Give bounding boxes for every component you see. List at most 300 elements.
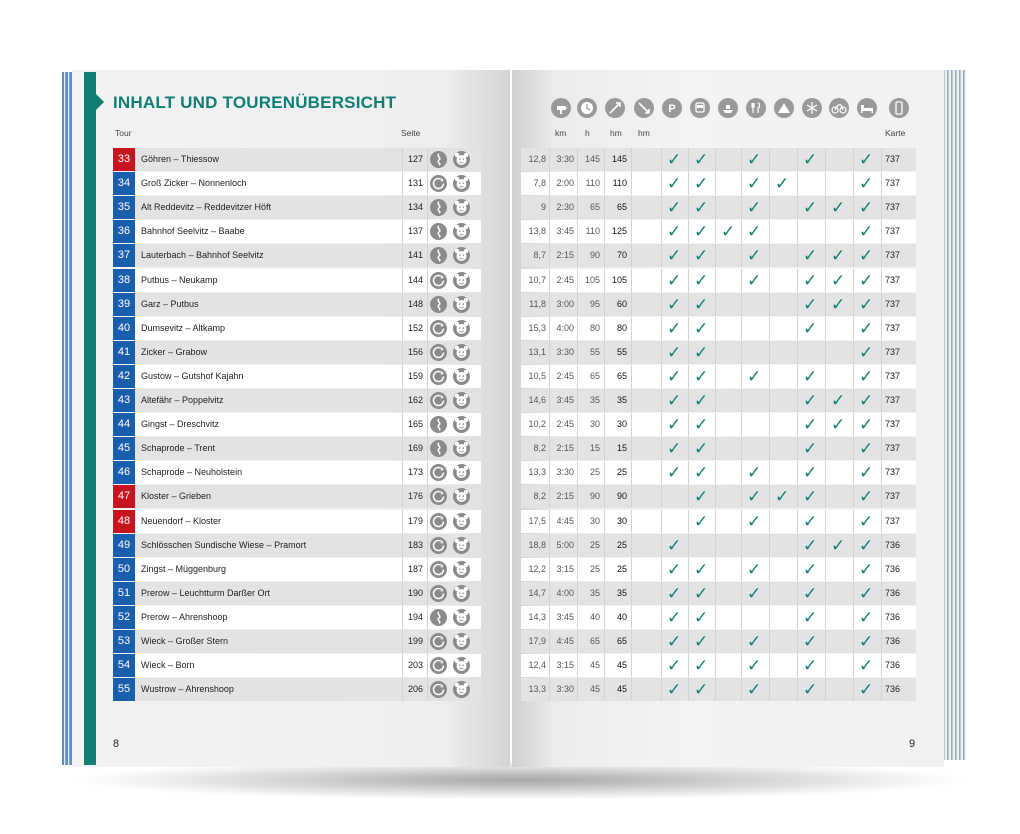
- column-divider: [604, 389, 605, 412]
- family-friendly-icon: [453, 199, 470, 216]
- column-divider: [769, 220, 770, 243]
- column-divider: [549, 437, 550, 460]
- tour-km: 14,6: [528, 395, 546, 405]
- tour-km: 15,3: [528, 322, 546, 333]
- column-divider: [715, 293, 716, 316]
- column-divider: [825, 461, 826, 484]
- page-number-right: 9: [909, 738, 916, 750]
- table-row: [521, 196, 916, 219]
- column-divider: [797, 269, 798, 292]
- tour-h: 2:45: [556, 274, 574, 285]
- column-divider: [427, 244, 428, 267]
- column-divider: [604, 654, 605, 677]
- tour-down: 80: [616, 322, 627, 333]
- tour-h: 2:15: [556, 443, 574, 454]
- tour-h: 3:15: [556, 660, 574, 671]
- column-divider: [427, 606, 428, 629]
- column-divider: [769, 630, 770, 653]
- column-divider: [604, 413, 605, 436]
- tour-page: 173: [407, 467, 423, 478]
- checkmark-icon: ✓: [803, 632, 818, 651]
- loop-route-icon: [430, 175, 447, 192]
- column-divider: [741, 461, 742, 484]
- column-divider: [715, 341, 716, 364]
- checkmark-icon: ✓: [803, 559, 818, 579]
- checkmark-icon: ✓: [859, 607, 874, 627]
- column-divider: [715, 172, 716, 195]
- column-divider: [715, 244, 716, 267]
- column-divider: [427, 269, 428, 292]
- column-header-seite: Seite: [401, 128, 421, 138]
- table-row: [113, 317, 481, 340]
- column-divider: [797, 534, 798, 557]
- column-divider: [769, 317, 770, 340]
- column-divider: [715, 269, 716, 292]
- column-divider: [661, 534, 662, 557]
- checkmark-icon: ✓: [667, 607, 682, 627]
- loop-route-icon: [430, 320, 447, 337]
- one-way-route-icon: [430, 416, 447, 433]
- column-divider: [853, 630, 854, 653]
- tour-page: 203: [407, 660, 423, 671]
- column-divider: [825, 244, 826, 267]
- column-divider: [881, 317, 882, 340]
- tour-name: Altefähr – Poppelvitz: [141, 395, 224, 405]
- column-divider: [741, 244, 742, 267]
- checkmark-icon: ✓: [803, 463, 818, 483]
- family-friendly-icon: [453, 416, 470, 433]
- tour-h: 4:00: [556, 322, 574, 333]
- column-divider: [688, 461, 689, 484]
- column-divider: [741, 678, 742, 701]
- tour-karte: 736: [885, 660, 901, 671]
- column-divider: [549, 678, 550, 701]
- checkmark-icon: ✓: [694, 439, 709, 459]
- checkmark-icon: ✓: [694, 270, 709, 290]
- checkmark-icon: ✓: [775, 487, 790, 507]
- checkmark-icon: ✓: [667, 366, 682, 386]
- column-divider: [631, 341, 632, 364]
- column-divider: [661, 365, 662, 388]
- checkmark-icon: ✓: [694, 583, 709, 603]
- checkmark-icon: ✓: [747, 583, 762, 603]
- column-divider: [604, 196, 605, 219]
- tour-karte: 737: [885, 250, 901, 261]
- checkmark-icon: ✓: [694, 680, 709, 700]
- column-divider: [741, 389, 742, 412]
- column-divider: [661, 196, 662, 219]
- column-divider: [549, 172, 550, 195]
- column-divider: [853, 317, 854, 340]
- checkmark-icon: ✓: [803, 198, 818, 218]
- column-divider: [604, 437, 605, 460]
- tour-km: 13,3: [528, 467, 546, 478]
- column-divider: [402, 485, 403, 508]
- column-divider: [577, 389, 578, 412]
- tour-up: 55: [589, 346, 600, 357]
- column-divider: [688, 341, 689, 364]
- column-divider: [577, 582, 578, 605]
- column-divider: [577, 341, 578, 364]
- column-divider: [688, 678, 689, 701]
- column-divider: [577, 437, 578, 460]
- chapter-arrow-icon: [96, 94, 104, 110]
- column-divider: [604, 630, 605, 653]
- column-divider: [881, 220, 882, 243]
- tour-number-badge: 39: [113, 293, 135, 316]
- tour-page: 194: [407, 611, 423, 622]
- column-divider: [688, 510, 689, 533]
- loop-route-icon: [430, 657, 447, 674]
- column-divider: [631, 244, 632, 267]
- column-divider: [577, 148, 578, 171]
- tour-number-badge: 47: [113, 485, 135, 508]
- column-divider: [427, 413, 428, 436]
- column-divider: [797, 220, 798, 243]
- column-divider: [577, 485, 578, 508]
- column-divider: [402, 389, 403, 412]
- column-divider: [797, 341, 798, 364]
- bicycle-icon: [829, 98, 849, 118]
- column-divider: [549, 244, 550, 267]
- tour-number-badge: 33: [113, 148, 135, 171]
- column-divider: [402, 196, 403, 219]
- column-divider: [769, 244, 770, 267]
- column-divider: [769, 293, 770, 316]
- tour-down: 30: [616, 515, 627, 526]
- column-divider: [631, 654, 632, 677]
- tour-name: Zicker – Grabow: [141, 346, 208, 357]
- column-divider: [853, 654, 854, 677]
- column-divider: [881, 341, 882, 364]
- checkmark-icon: ✓: [803, 246, 818, 266]
- column-divider: [577, 558, 578, 581]
- tour-page: 144: [407, 274, 423, 285]
- tour-karte: 737: [885, 274, 901, 285]
- checkmark-icon: ✓: [747, 511, 762, 531]
- checkmark-icon: ✓: [859, 198, 874, 218]
- column-divider: [853, 269, 854, 292]
- column-divider: [577, 244, 578, 267]
- column-divider: [549, 510, 550, 533]
- tour-up: 95: [589, 298, 600, 309]
- phone-icon: [889, 98, 909, 118]
- checkmark-icon: ✓: [667, 294, 682, 314]
- column-divider: [741, 437, 742, 460]
- column-divider: [604, 365, 605, 388]
- column-divider: [631, 558, 632, 581]
- table-row: [521, 606, 916, 629]
- column-divider: [688, 654, 689, 677]
- tour-name: Kloster – Grieben: [141, 491, 212, 502]
- checkmark-icon: ✓: [859, 222, 874, 242]
- tour-up: 65: [589, 370, 600, 381]
- tour-number-badge: 34: [113, 172, 135, 195]
- family-friendly-icon: [453, 657, 470, 674]
- checkmark-icon: ✓: [859, 439, 874, 459]
- family-friendly-icon: [453, 272, 470, 289]
- column-divider: [797, 558, 798, 581]
- loop-route-icon: [430, 488, 447, 505]
- winter-icon: [802, 98, 822, 118]
- family-friendly-icon: [453, 151, 470, 168]
- tour-name: Gingst – Dreschvitz: [141, 419, 220, 430]
- checkmark-icon: ✓: [831, 391, 846, 410]
- tour-up: 25: [589, 539, 600, 550]
- table-row: [521, 678, 916, 701]
- column-divider: [769, 485, 770, 508]
- column-divider: [853, 172, 854, 195]
- tour-name: Prerow – Leuchtturm Darßer Ort: [141, 587, 271, 598]
- column-divider: [631, 389, 632, 412]
- column-divider: [661, 485, 662, 508]
- column-divider: [741, 317, 742, 340]
- column-divider: [797, 389, 798, 412]
- column-divider: [688, 220, 689, 243]
- table-row: [521, 269, 916, 292]
- column-divider: [881, 269, 882, 292]
- checkmark-icon: ✓: [803, 511, 818, 531]
- column-divider: [881, 437, 882, 460]
- checkmark-icon: ✓: [803, 535, 818, 555]
- column-divider: [853, 244, 854, 267]
- checkmark-icon: ✓: [831, 270, 846, 290]
- tour-km: 14,7: [528, 587, 546, 598]
- checkmark-icon: ✓: [747, 174, 762, 194]
- column-divider: [549, 293, 550, 316]
- tour-number-badge: 49: [113, 534, 135, 557]
- column-divider: [715, 582, 716, 605]
- column-divider: [688, 558, 689, 581]
- tour-km: 18,8: [528, 539, 546, 550]
- column-divider: [825, 196, 826, 219]
- column-divider: [688, 582, 689, 605]
- checkmark-icon: ✓: [803, 415, 818, 435]
- checkmark-icon: ✓: [694, 366, 709, 386]
- column-divider: [661, 582, 662, 605]
- tour-down: 65: [616, 202, 627, 213]
- column-divider: [825, 582, 826, 605]
- family-friendly-icon: [453, 681, 470, 698]
- checkmark-icon: ✓: [747, 487, 762, 507]
- column-divider: [661, 317, 662, 340]
- loop-route-icon: [430, 561, 447, 578]
- restaurant-icon: [746, 98, 766, 118]
- column-divider: [741, 172, 742, 195]
- checkmark-icon: ✓: [747, 198, 762, 218]
- column-divider: [549, 461, 550, 484]
- column-divider: [631, 678, 632, 701]
- descent-icon: [634, 98, 654, 118]
- tour-karte: 737: [885, 202, 901, 213]
- tour-h: 3:15: [556, 563, 574, 574]
- checkmark-icon: ✓: [831, 198, 846, 218]
- checkmark-icon: ✓: [803, 270, 818, 290]
- family-friendly-icon: [453, 175, 470, 192]
- column-divider: [427, 678, 428, 701]
- tour-up: 40: [589, 611, 600, 622]
- tour-down: 25: [616, 563, 627, 574]
- column-divider: [769, 606, 770, 629]
- checkmark-icon: ✓: [667, 439, 682, 459]
- column-divider: [797, 244, 798, 267]
- one-way-route-icon: [430, 247, 447, 264]
- column-divider: [427, 220, 428, 243]
- tour-up: 25: [589, 563, 600, 574]
- tour-up: 35: [589, 395, 600, 405]
- column-divider: [853, 510, 854, 533]
- tour-page: 148: [407, 298, 423, 309]
- checkmark-icon: ✓: [859, 415, 874, 435]
- column-divider: [661, 606, 662, 629]
- column-divider: [549, 606, 550, 629]
- checkmark-icon: ✓: [859, 511, 874, 531]
- checkmark-icon: ✓: [803, 487, 818, 507]
- table-row: [113, 461, 481, 484]
- checkmark-icon: ✓: [859, 366, 874, 386]
- tour-down: 90: [616, 491, 627, 502]
- tour-down: 25: [616, 539, 627, 550]
- tour-km: 8,2: [533, 443, 546, 454]
- column-divider: [715, 510, 716, 533]
- column-divider: [631, 172, 632, 195]
- column-divider: [825, 485, 826, 508]
- column-divider: [604, 317, 605, 340]
- column-divider: [797, 582, 798, 605]
- column-divider: [661, 461, 662, 484]
- tour-karte: 736: [885, 684, 901, 695]
- column-divider: [604, 220, 605, 243]
- table-row: [113, 172, 481, 195]
- checkmark-icon: ✓: [747, 656, 762, 676]
- column-divider: [661, 244, 662, 267]
- tour-km: 12,8: [528, 154, 546, 164]
- column-divider: [661, 413, 662, 436]
- column-divider: [741, 510, 742, 533]
- checkmark-icon: ✓: [859, 391, 874, 410]
- checkmark-icon: ✓: [747, 680, 762, 700]
- checkmark-icon: ✓: [831, 535, 846, 555]
- column-divider: [402, 317, 403, 340]
- tour-number-badge: 45: [113, 437, 135, 460]
- column-divider: [402, 678, 403, 701]
- column-divider: [741, 196, 742, 219]
- column-divider: [577, 606, 578, 629]
- ascent-icon: [605, 98, 625, 118]
- column-divider: [688, 365, 689, 388]
- column-divider: [604, 172, 605, 195]
- tour-page: 190: [407, 587, 423, 598]
- tour-km: 8,7: [533, 250, 546, 261]
- tour-down: 25: [616, 467, 627, 478]
- table-row: [521, 413, 916, 436]
- column-divider: [402, 582, 403, 605]
- tour-karte: 737: [885, 395, 901, 405]
- column-divider: [769, 365, 770, 388]
- column-divider: [604, 606, 605, 629]
- column-divider: [688, 293, 689, 316]
- tour-down: 45: [616, 660, 627, 671]
- column-divider: [427, 437, 428, 460]
- column-divider: [549, 654, 550, 677]
- family-friendly-icon: [453, 537, 470, 554]
- column-divider: [825, 558, 826, 581]
- column-divider: [427, 630, 428, 653]
- column-divider: [688, 437, 689, 460]
- column-divider: [427, 293, 428, 316]
- tour-number-badge: 51: [113, 582, 135, 605]
- column-divider: [797, 654, 798, 677]
- checkmark-icon: ✓: [859, 318, 874, 338]
- column-divider: [797, 461, 798, 484]
- tour-karte: 737: [885, 515, 901, 526]
- column-divider: [769, 558, 770, 581]
- column-divider: [688, 485, 689, 508]
- checkmark-icon: ✓: [803, 318, 818, 338]
- tour-page: 183: [407, 539, 423, 550]
- family-friendly-icon: [453, 464, 470, 481]
- column-divider: [853, 606, 854, 629]
- column-divider: [881, 654, 882, 677]
- column-divider: [427, 172, 428, 195]
- tour-down: 15: [616, 443, 627, 454]
- column-divider: [549, 269, 550, 292]
- column-divider: [825, 389, 826, 412]
- table-row: [521, 485, 916, 508]
- column-divider: [631, 317, 632, 340]
- tour-up: 35: [589, 587, 600, 598]
- one-way-route-icon: [430, 151, 447, 168]
- column-divider: [853, 461, 854, 484]
- column-divider: [769, 678, 770, 701]
- column-divider: [402, 461, 403, 484]
- column-divider: [688, 244, 689, 267]
- column-divider: [797, 148, 798, 171]
- column-divider: [688, 630, 689, 653]
- column-divider: [631, 196, 632, 219]
- loop-route-icon: [430, 537, 447, 554]
- checkmark-icon: ✓: [694, 415, 709, 435]
- tour-down: 30: [616, 419, 627, 430]
- table-row: [521, 172, 916, 195]
- tour-page: 156: [407, 346, 423, 357]
- checkmark-icon: ✓: [747, 270, 762, 290]
- tour-h: 2:15: [556, 491, 574, 502]
- column-divider: [769, 582, 770, 605]
- checkmark-icon: ✓: [667, 270, 682, 290]
- column-divider: [577, 172, 578, 195]
- column-divider: [549, 317, 550, 340]
- tour-karte: 737: [885, 322, 901, 333]
- tour-karte: 737: [885, 298, 901, 309]
- tour-page: 152: [407, 322, 423, 333]
- tour-up: 105: [584, 274, 600, 285]
- tour-name: Schlösschen Sundische Wiese – Pramort: [141, 539, 307, 550]
- checkmark-icon: ✓: [694, 342, 709, 362]
- column-divider: [715, 606, 716, 629]
- column-header-h: h: [585, 128, 590, 138]
- tour-number-badge: 44: [113, 413, 135, 436]
- tour-number-badge: 38: [113, 269, 135, 292]
- column-divider: [661, 437, 662, 460]
- tour-h: 3:30: [556, 346, 574, 357]
- column-divider: [631, 534, 632, 557]
- column-divider: [715, 413, 716, 436]
- tour-karte: 736: [885, 636, 901, 646]
- tour-down: 145: [611, 154, 627, 164]
- tour-page: 134: [407, 202, 423, 213]
- tour-km: 17,9: [528, 636, 546, 646]
